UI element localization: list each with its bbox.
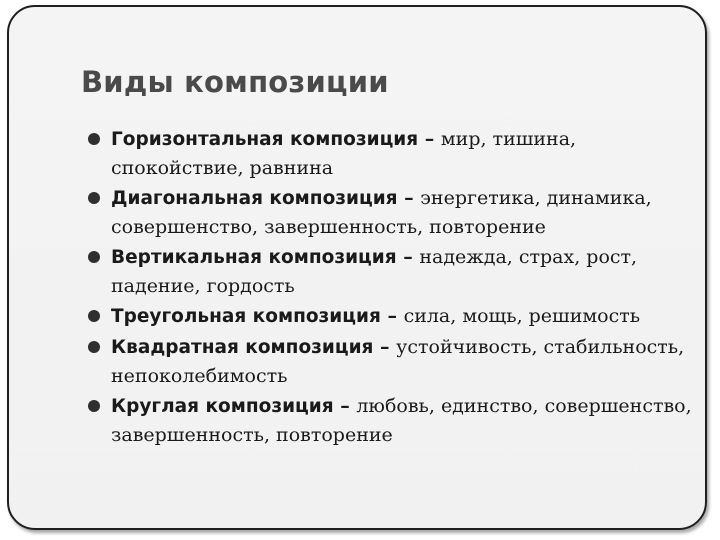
item-term: Диагональная композиция xyxy=(111,188,398,209)
slide-title: Виды композиции xyxy=(81,65,389,99)
slide-frame xyxy=(7,5,707,530)
item-dash: – xyxy=(418,128,441,150)
item-dash: – xyxy=(373,336,397,358)
list-item xyxy=(88,333,708,390)
list-item xyxy=(88,302,708,331)
item-description: любовь, единство, совершенство, завершенность, повторение xyxy=(111,395,692,446)
item-dash: – xyxy=(397,187,421,209)
list-item xyxy=(88,184,708,241)
item-description: сила, мощь, решимость xyxy=(403,305,641,327)
bullet-dot-icon xyxy=(88,400,100,412)
item-dash: – xyxy=(396,246,420,268)
bullet-dot-icon xyxy=(88,133,100,145)
bullet-dot-icon xyxy=(88,341,100,353)
bullet-dot-icon xyxy=(88,310,100,322)
list-item xyxy=(88,392,708,449)
item-term: Вертикальная композиция xyxy=(111,247,397,268)
item-dash: – xyxy=(333,395,357,417)
item-dash: – xyxy=(380,305,404,327)
bullet-dot-icon xyxy=(88,251,100,263)
bullet-dot-icon xyxy=(88,192,100,204)
list-item xyxy=(88,125,708,182)
item-term: Горизонтальная композиция xyxy=(111,129,419,150)
bullet-list xyxy=(88,125,708,451)
item-description: мир, тишина, спокойствие, равнина xyxy=(111,128,577,179)
item-term: Квадратная композиция xyxy=(111,337,374,358)
item-term: Треугольная композиция xyxy=(111,306,381,327)
item-term: Круглая композиция xyxy=(111,396,334,417)
list-item xyxy=(88,243,708,300)
item-description: устойчивость, стабильность, непоколебимость xyxy=(111,336,685,387)
item-description: энергетика, динамика, совершенство, завершенность, повторение xyxy=(111,187,652,238)
item-description: надежда, страх, рост, падение, гордость xyxy=(111,246,638,297)
